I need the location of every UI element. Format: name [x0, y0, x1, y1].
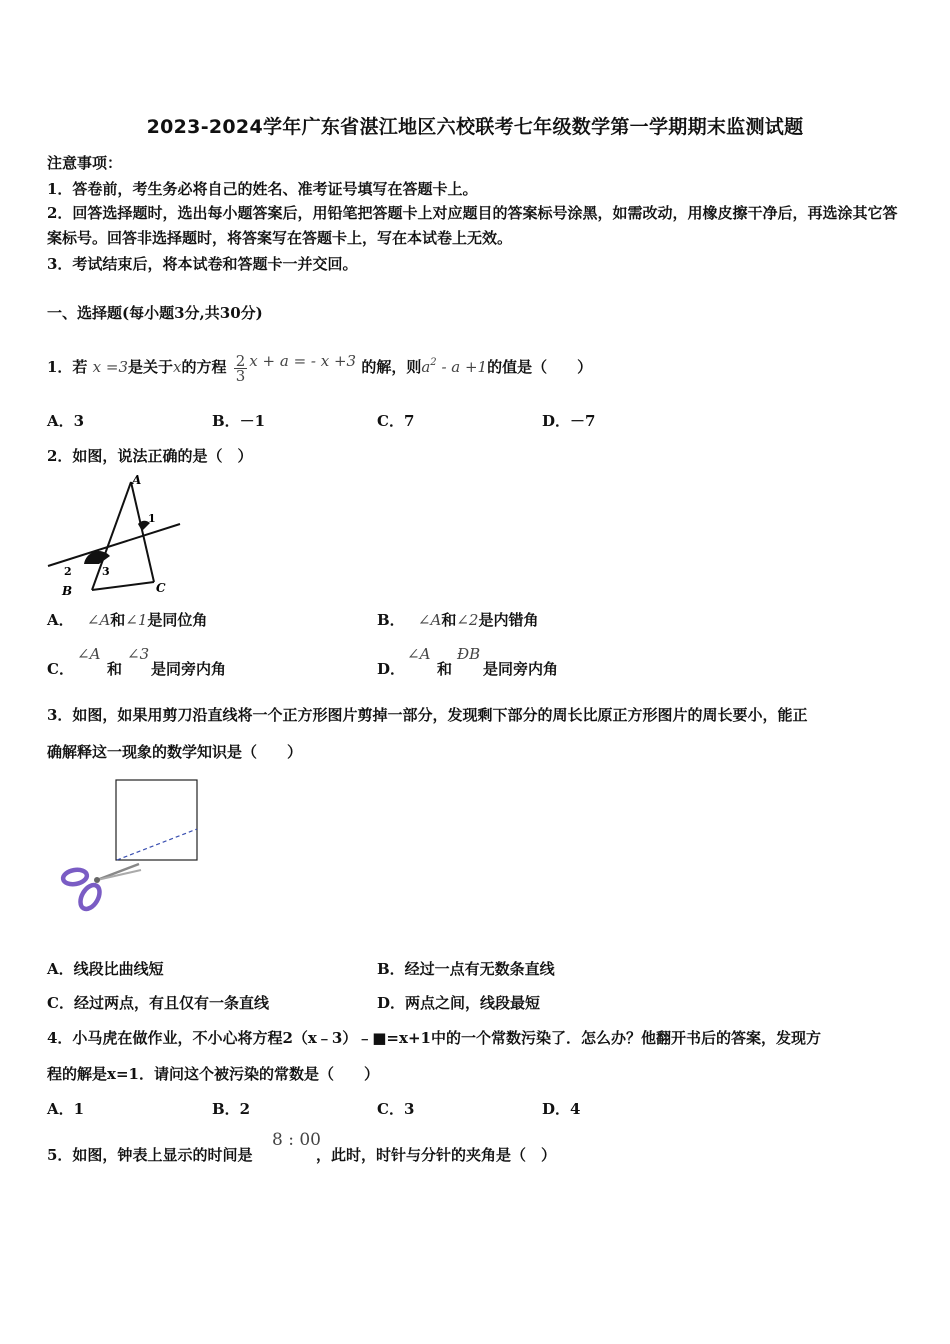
q2-c-and: 和	[107, 660, 123, 678]
q2-c-angle2: ∠3	[127, 645, 150, 663]
q1-frac-numerator: 2	[235, 351, 246, 370]
q2-d-letter: D．	[377, 660, 406, 678]
q2-a-and: 和	[110, 611, 126, 629]
q4-option-b[interactable]: B．2	[212, 1100, 251, 1118]
q2-b-and: 和	[441, 611, 457, 629]
q2-b-letter: B．	[377, 611, 405, 629]
q3-option-a[interactable]: A．线段比曲线短	[47, 960, 164, 978]
q1-text-2: 是关于	[128, 358, 174, 376]
page-title: 2023-2024学年广东省湛江地区六校联考七年级数学第一学期期末监测试题	[146, 116, 804, 138]
notes-item-3: 3．考试结束后，将本试卷和答题卡一并交回。	[47, 255, 358, 273]
section-heading: 一、选择题(每小题3分,共30分)	[47, 304, 263, 322]
notes-heading: 注意事项：	[47, 154, 123, 172]
q1-option-b[interactable]: B．－1	[212, 412, 266, 430]
q2-a-angle2: ∠1	[125, 611, 148, 629]
q1-condition: x =3	[92, 358, 129, 376]
q5-time: 8 : 00	[272, 1130, 321, 1150]
q3-option-b[interactable]: B．经过一点有无数条直线	[377, 960, 555, 978]
q3-scissors-figure	[55, 776, 205, 918]
q2-a-text: 是同位角	[147, 611, 208, 629]
q2-c-angle1: ∠A	[77, 645, 101, 663]
q4-stem-line2: 程的解是x=1．请问这个被污染的常数是（ ）	[47, 1065, 379, 1083]
q2-b-text: 是内错角	[478, 611, 539, 629]
q2-option-a[interactable]	[47, 610, 207, 630]
q2-d-angle2: ÐB	[457, 645, 481, 663]
q2-d-text: 是同旁内角	[483, 660, 559, 678]
q2-c-letter: C．	[47, 660, 74, 678]
q1-text-4: 的解，则	[361, 358, 422, 376]
question-1	[47, 334, 592, 388]
q2-d-angle1: ∠A	[407, 645, 431, 663]
q1-fraction	[234, 351, 248, 385]
q1-frac-denominator: 3	[235, 366, 246, 385]
q4-option-c[interactable]: C．3	[377, 1100, 415, 1118]
q1-equation-rest: x + a = - x +3	[249, 352, 357, 370]
q1-option-c[interactable]: C．7	[377, 412, 415, 430]
q4-option-d[interactable]: D．4	[542, 1100, 581, 1118]
q1-expr-base: a	[421, 358, 431, 376]
q4-option-a[interactable]: A．1	[47, 1100, 85, 1118]
notes-item-2: 2．回答选择题时，选出每小题答案后，用铅笔把答题卡上对应题目的答案标号涂黑，如需改动，用橡皮擦干净后，再选涂其它答案标号。回答非选择题时，将答案写在答题卡上，写在本试卷上无效。	[47, 204, 898, 247]
q1-option-a[interactable]: A．3	[47, 412, 85, 430]
q2-label-b: B	[62, 584, 73, 598]
q3-stem-line1: 3．如图，如果用剪刀沿直线将一个正方形图片剪掉一部分，发现剩下部分的周长比原正方形图片的周长要小，能正	[47, 706, 808, 724]
q2-c-text: 是同旁内角	[151, 660, 227, 678]
q3-cut-line	[117, 829, 197, 860]
q2-label-c: C	[156, 581, 166, 595]
notes-item-1: 1．答卷前，考生务必将自己的姓名、准考证号填写在答题卡上。	[47, 180, 478, 198]
scissors-icon	[62, 864, 141, 912]
q5-text-2: ，此时，时针与分针的夹角是（ ）	[316, 1146, 557, 1164]
q1-text-5: 的值是（ ）	[487, 358, 593, 376]
q2-d-and: 和	[437, 660, 453, 678]
q1-expr-rest: - a +1	[436, 358, 488, 376]
q2-label-a: A	[132, 474, 142, 487]
q2-side-ab	[92, 482, 131, 590]
q2-option-b[interactable]	[377, 610, 538, 630]
q3-option-d[interactable]: D．两点之间，线段最短	[377, 994, 541, 1012]
q1-variable: x	[173, 358, 182, 376]
q3-option-c[interactable]: C．经过两点，有且仅有一条直线	[47, 994, 269, 1012]
q2-side-ac	[131, 482, 154, 582]
q1-text-3: 的方程	[181, 358, 227, 376]
q1-text-1: 1．若	[47, 358, 88, 376]
q2-label-1: 1	[148, 512, 156, 525]
q1-option-d[interactable]: D．－7	[542, 412, 596, 430]
q3-square	[116, 780, 197, 860]
q2-label-3: 3	[102, 565, 110, 578]
q2-b-angle2: ∠2	[456, 611, 479, 629]
q2-stem: 2．如图，说法正确的是（ ）	[47, 447, 253, 465]
q2-side-bc	[92, 582, 154, 590]
q1-expr-exponent: 2	[430, 357, 437, 368]
q2-triangle-figure	[44, 474, 184, 598]
q2-label-2: 2	[64, 565, 72, 578]
q5-text-1: 5．如图，钟表上显示的时间是	[47, 1146, 253, 1164]
q2-a-angle1: ∠A	[86, 611, 111, 629]
q2-a-letter: A．	[47, 611, 74, 629]
q3-stem-line2: 确解释这一现象的数学知识是（ ）	[47, 743, 303, 761]
q2-b-angle1: ∠A	[417, 611, 442, 629]
q4-stem-line1: 4．小马虎在做作业，不小心将方程2（x﹣3）﹣■=x+1中的一个常数污染了．怎么办？他翻开书后的答案，发现方	[47, 1029, 821, 1047]
